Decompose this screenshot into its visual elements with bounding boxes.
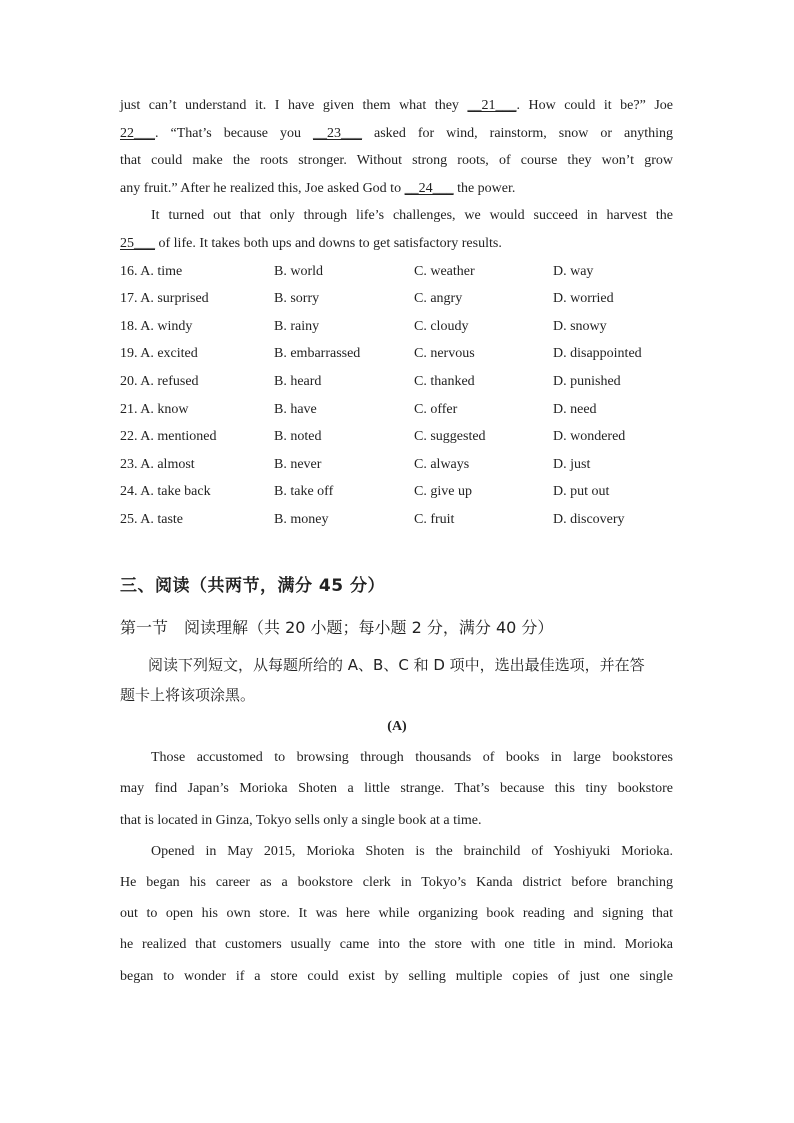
option-b: B. rainy (274, 319, 320, 334)
option-d: D. put out (553, 484, 610, 499)
blank-21: __21___ (467, 98, 517, 113)
cloze-text: the power. (453, 181, 516, 196)
cloze-text: just can’t understand it. I have given them what they (120, 98, 468, 113)
question-17-options (120, 289, 680, 309)
blank-23: __23___ (312, 126, 362, 141)
option-c: C. nervous (414, 346, 475, 361)
option-c: C. suggested (414, 429, 486, 444)
option-d: D. wondered (553, 429, 626, 444)
option-a: 18. A. windy (120, 319, 193, 334)
cloze-line-5 (151, 206, 673, 226)
cloze-text: any fruit.” After he realized this, Joe asked God to (120, 181, 405, 196)
option-c: C. fruit (414, 512, 455, 527)
instruction-line-1: 阅读下列短文，从每题所给的 A、B、C 和 D 项中，选出最佳选项，并在答 (148, 656, 645, 674)
passage-title: (A) (387, 719, 407, 734)
blank-24: __24___ (404, 181, 454, 196)
passage-line: He began his career as a bookstore clerk in Tokyo’s Kanda district before branching (120, 875, 673, 890)
question-19-options (120, 344, 680, 364)
option-c: C. always (414, 457, 470, 472)
cloze-line-1 (120, 96, 673, 116)
cloze-text: that could make the roots stronger. Without strong roots, of course they won’t grow (120, 153, 673, 168)
option-a: 24. A. take back (120, 484, 211, 499)
option-d: D. worried (553, 291, 614, 306)
question-23-options (120, 455, 680, 475)
option-b: B. sorry (274, 291, 320, 306)
cloze-text: It turned out that only through life’s challenges, we would succeed in harvest the (151, 208, 673, 223)
option-c: C. offer (414, 402, 458, 417)
option-d: D. need (553, 402, 597, 417)
option-a: 17. A. surprised (120, 291, 209, 306)
option-d: D. discovery (553, 512, 625, 527)
question-16-options (120, 262, 680, 282)
option-c: C. cloudy (414, 319, 469, 334)
option-d: D. way (553, 264, 594, 279)
passage-line: he realized that customers usually came into the store with one title in mind. Morioka (120, 937, 673, 952)
option-a: 25. A. taste (120, 512, 183, 527)
question-24-options (120, 482, 680, 502)
passage-line: out to open his own store. It was here while organizing book reading and signing that (120, 906, 673, 921)
option-b: B. embarrassed (274, 346, 361, 361)
option-a: 23. A. almost (120, 457, 195, 472)
question-25-options (120, 510, 680, 530)
part-heading: 第一节 阅读理解（共 20 小题；每小题 2 分，满分 40 分） (120, 618, 554, 637)
option-a: 22. A. mentioned (120, 429, 217, 444)
cloze-text: . “That’s because you (155, 126, 313, 141)
option-b: B. money (274, 512, 329, 527)
option-a: 19. A. excited (120, 346, 198, 361)
cloze-text: of life. It takes both ups and downs to get satisfactory results. (155, 236, 502, 251)
passage-line: may find Japan’s Morioka Shoten a little strange. That’s because this tiny bookstore (120, 781, 673, 796)
section-heading: 三、阅读（共两节，满分 45 分） (120, 576, 385, 596)
cloze-line-6 (120, 234, 673, 254)
option-b: B. have (274, 402, 317, 417)
cloze-line-2 (120, 124, 673, 144)
instruction-line-2: 题卡上将该项涂黑。 (120, 686, 256, 704)
option-c: C. weather (414, 264, 475, 279)
cloze-text: asked for wind, rainstorm, snow or anything (361, 126, 673, 141)
option-b: B. noted (274, 429, 322, 444)
blank-22: 22___ (120, 126, 155, 141)
question-22-options (120, 427, 680, 447)
option-a: 16. A. time (120, 264, 183, 279)
question-21-options (120, 400, 680, 420)
option-d: D. snowy (553, 319, 607, 334)
option-c: C. give up (414, 484, 472, 499)
cloze-text: . How could it be?” Joe (516, 98, 673, 113)
option-b: B. take off (274, 484, 334, 499)
option-c: C. angry (414, 291, 463, 306)
option-a: 20. A. refused (120, 374, 199, 389)
option-a: 21. A. know (120, 402, 189, 417)
cloze-line-4 (120, 179, 673, 199)
option-d: D. punished (553, 374, 621, 389)
cloze-line-3 (120, 151, 673, 171)
option-b: B. heard (274, 374, 322, 389)
option-b: B. never (274, 457, 322, 472)
passage-line: began to wonder if a store could exist by selling multiple copies of just one single (120, 969, 673, 984)
passage-line: Those accustomed to browsing through thousands of books in large bookstores (151, 750, 673, 765)
passage-line: that is located in Ginza, Tokyo sells only a single book at a time. (120, 813, 482, 828)
passage-line: Opened in May 2015, Morioka Shoten is the brainchild of Yoshiyuki Morioka. (151, 844, 673, 859)
option-c: C. thanked (414, 374, 475, 389)
option-d: D. disappointed (553, 346, 642, 361)
blank-25: 25___ (120, 236, 155, 251)
question-20-options (120, 372, 680, 392)
option-b: B. world (274, 264, 323, 279)
question-18-options (120, 317, 680, 337)
option-d: D. just (553, 457, 591, 472)
